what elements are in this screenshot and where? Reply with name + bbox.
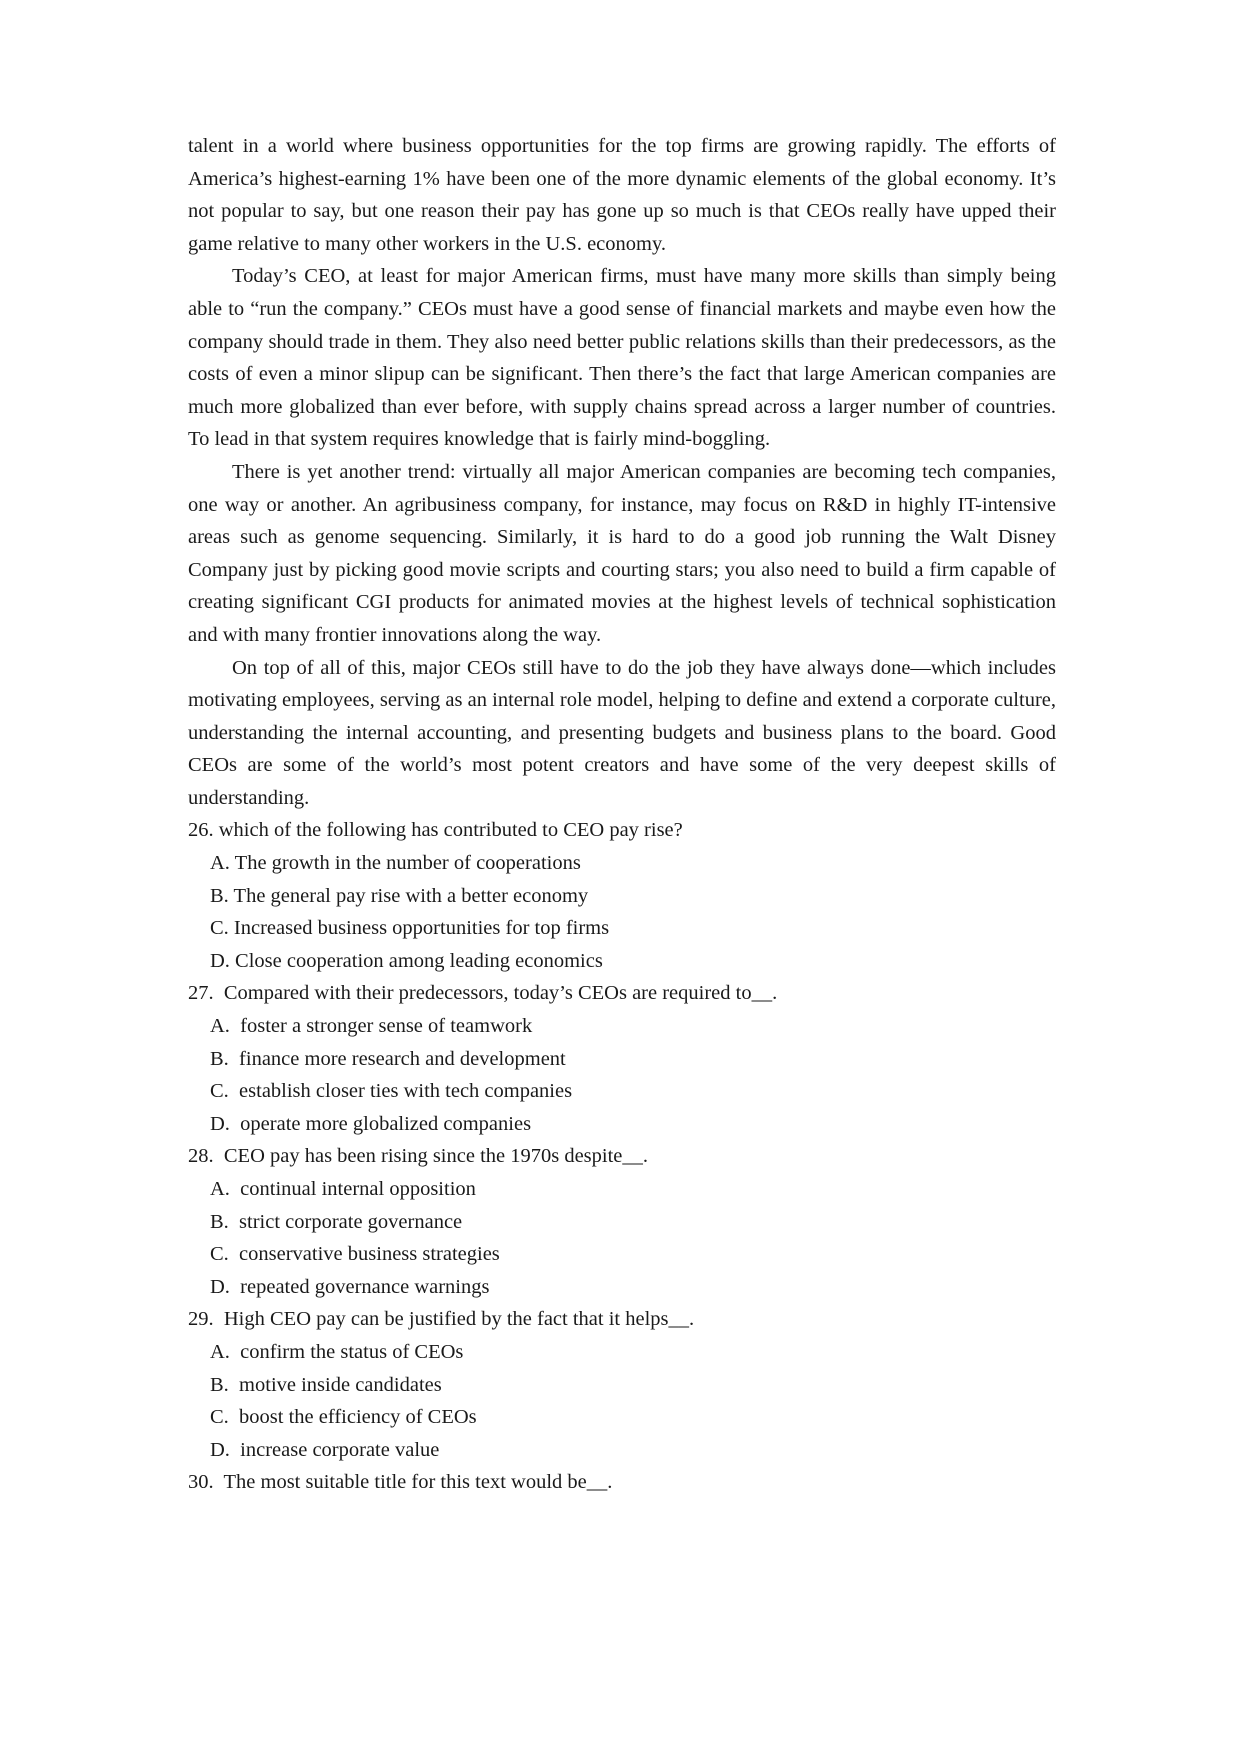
passage-paragraph-3: There is yet another trend: virtually all major American companies are becoming tech companies, one way or another. An agribusiness company, for instance, may focus on R&D in highly IT-intensive areas such as genome sequencing. Similarly, it is hard to do a good job running the Walt Disney Company just by picking good movie scripts and courting stars; you also need to build a firm capable of creating significant CGI products for animated movies at the highest levels of technical sophistication and with many frontier innovations along the way. bbox=[188, 460, 1056, 646]
question-stem: 28. CEO pay has been rising since the 1970s despite__. bbox=[188, 1145, 649, 1168]
question-stem: 29. High CEO pay can be justified by the fact that it helps__. bbox=[188, 1308, 695, 1331]
question-26 bbox=[188, 814, 1056, 977]
question-stem: 26. which of the following has contributed to CEO pay rise? bbox=[188, 819, 683, 842]
question-30 bbox=[188, 1466, 1056, 1499]
option-d: D. repeated governance warnings bbox=[210, 1275, 490, 1298]
option-b: B. The general pay rise with a better economy bbox=[210, 884, 589, 907]
option-a: A. confirm the status of CEOs bbox=[210, 1340, 464, 1363]
option-a: A. foster a stronger sense of teamwork bbox=[210, 1015, 533, 1038]
option-a: A. The growth in the number of cooperations bbox=[210, 852, 581, 875]
option-d: D. increase corporate value bbox=[210, 1438, 440, 1461]
option-c: C. boost the efficiency of CEOs bbox=[210, 1406, 477, 1429]
option-b: B. motive inside candidates bbox=[210, 1373, 442, 1396]
passage bbox=[188, 130, 1056, 814]
question-stem: 27. Compared with their predecessors, today’s CEOs are required to__. bbox=[188, 982, 778, 1005]
option-d: D. Close cooperation among leading economics bbox=[210, 949, 603, 972]
option-b: B. finance more research and development bbox=[210, 1047, 566, 1070]
option-a: A. continual internal opposition bbox=[210, 1178, 476, 1200]
question-stem: 30. The most suitable title for this text would be__. bbox=[188, 1471, 613, 1494]
option-c: C. establish closer ties with tech companies bbox=[210, 1080, 573, 1103]
passage-paragraph-4: On top of all of this, major CEOs still have to do the job they have always done—which includes motivating employees, serving as an internal role model, helping to define and extend a corporate culture, understanding the internal accounting, and presenting budgets and business plans to the board. Good CEOs are some of the world’s most potent creators and have some of the very deepest skills of understanding. bbox=[188, 656, 1056, 809]
question-27 bbox=[188, 977, 1056, 1140]
option-d: D. operate more globalized companies bbox=[210, 1112, 532, 1135]
passage-paragraph-1: talent in a world where business opportunities for the top firms are growing rapidly. The efforts of America’s highest-earning 1% have been one of the more dynamic elements of the global economy. It’s not popular to say, but one reason their pay has gone up so much is that CEOs really have upped their game relative to many other workers in the U.S. economy. bbox=[188, 135, 1056, 255]
passage-paragraph-2: Today’s CEO, at least for major American firms, must have many more skills than simply being able to “run the company.” CEOs must have a good sense of financial markets and maybe even how the company should trade in them. They also need better public relations skills than their predecessors, as the costs of even a minor slipup can be significant. Then there’s the fact that large American companies are much more globalized than ever before, with supply chains spread across a larger number of countries. To lead in that system requires knowledge that is fairly mind-boggling. bbox=[188, 265, 1056, 451]
question-28 bbox=[188, 1140, 1056, 1303]
option-b: B. strict corporate governance bbox=[210, 1210, 463, 1233]
option-c: C. conservative business strategies bbox=[210, 1243, 500, 1266]
question-29 bbox=[188, 1303, 1056, 1466]
option-c: C. Increased business opportunities for top firms bbox=[210, 917, 610, 940]
question-list bbox=[188, 814, 1056, 1498]
document-page bbox=[188, 130, 1056, 1499]
